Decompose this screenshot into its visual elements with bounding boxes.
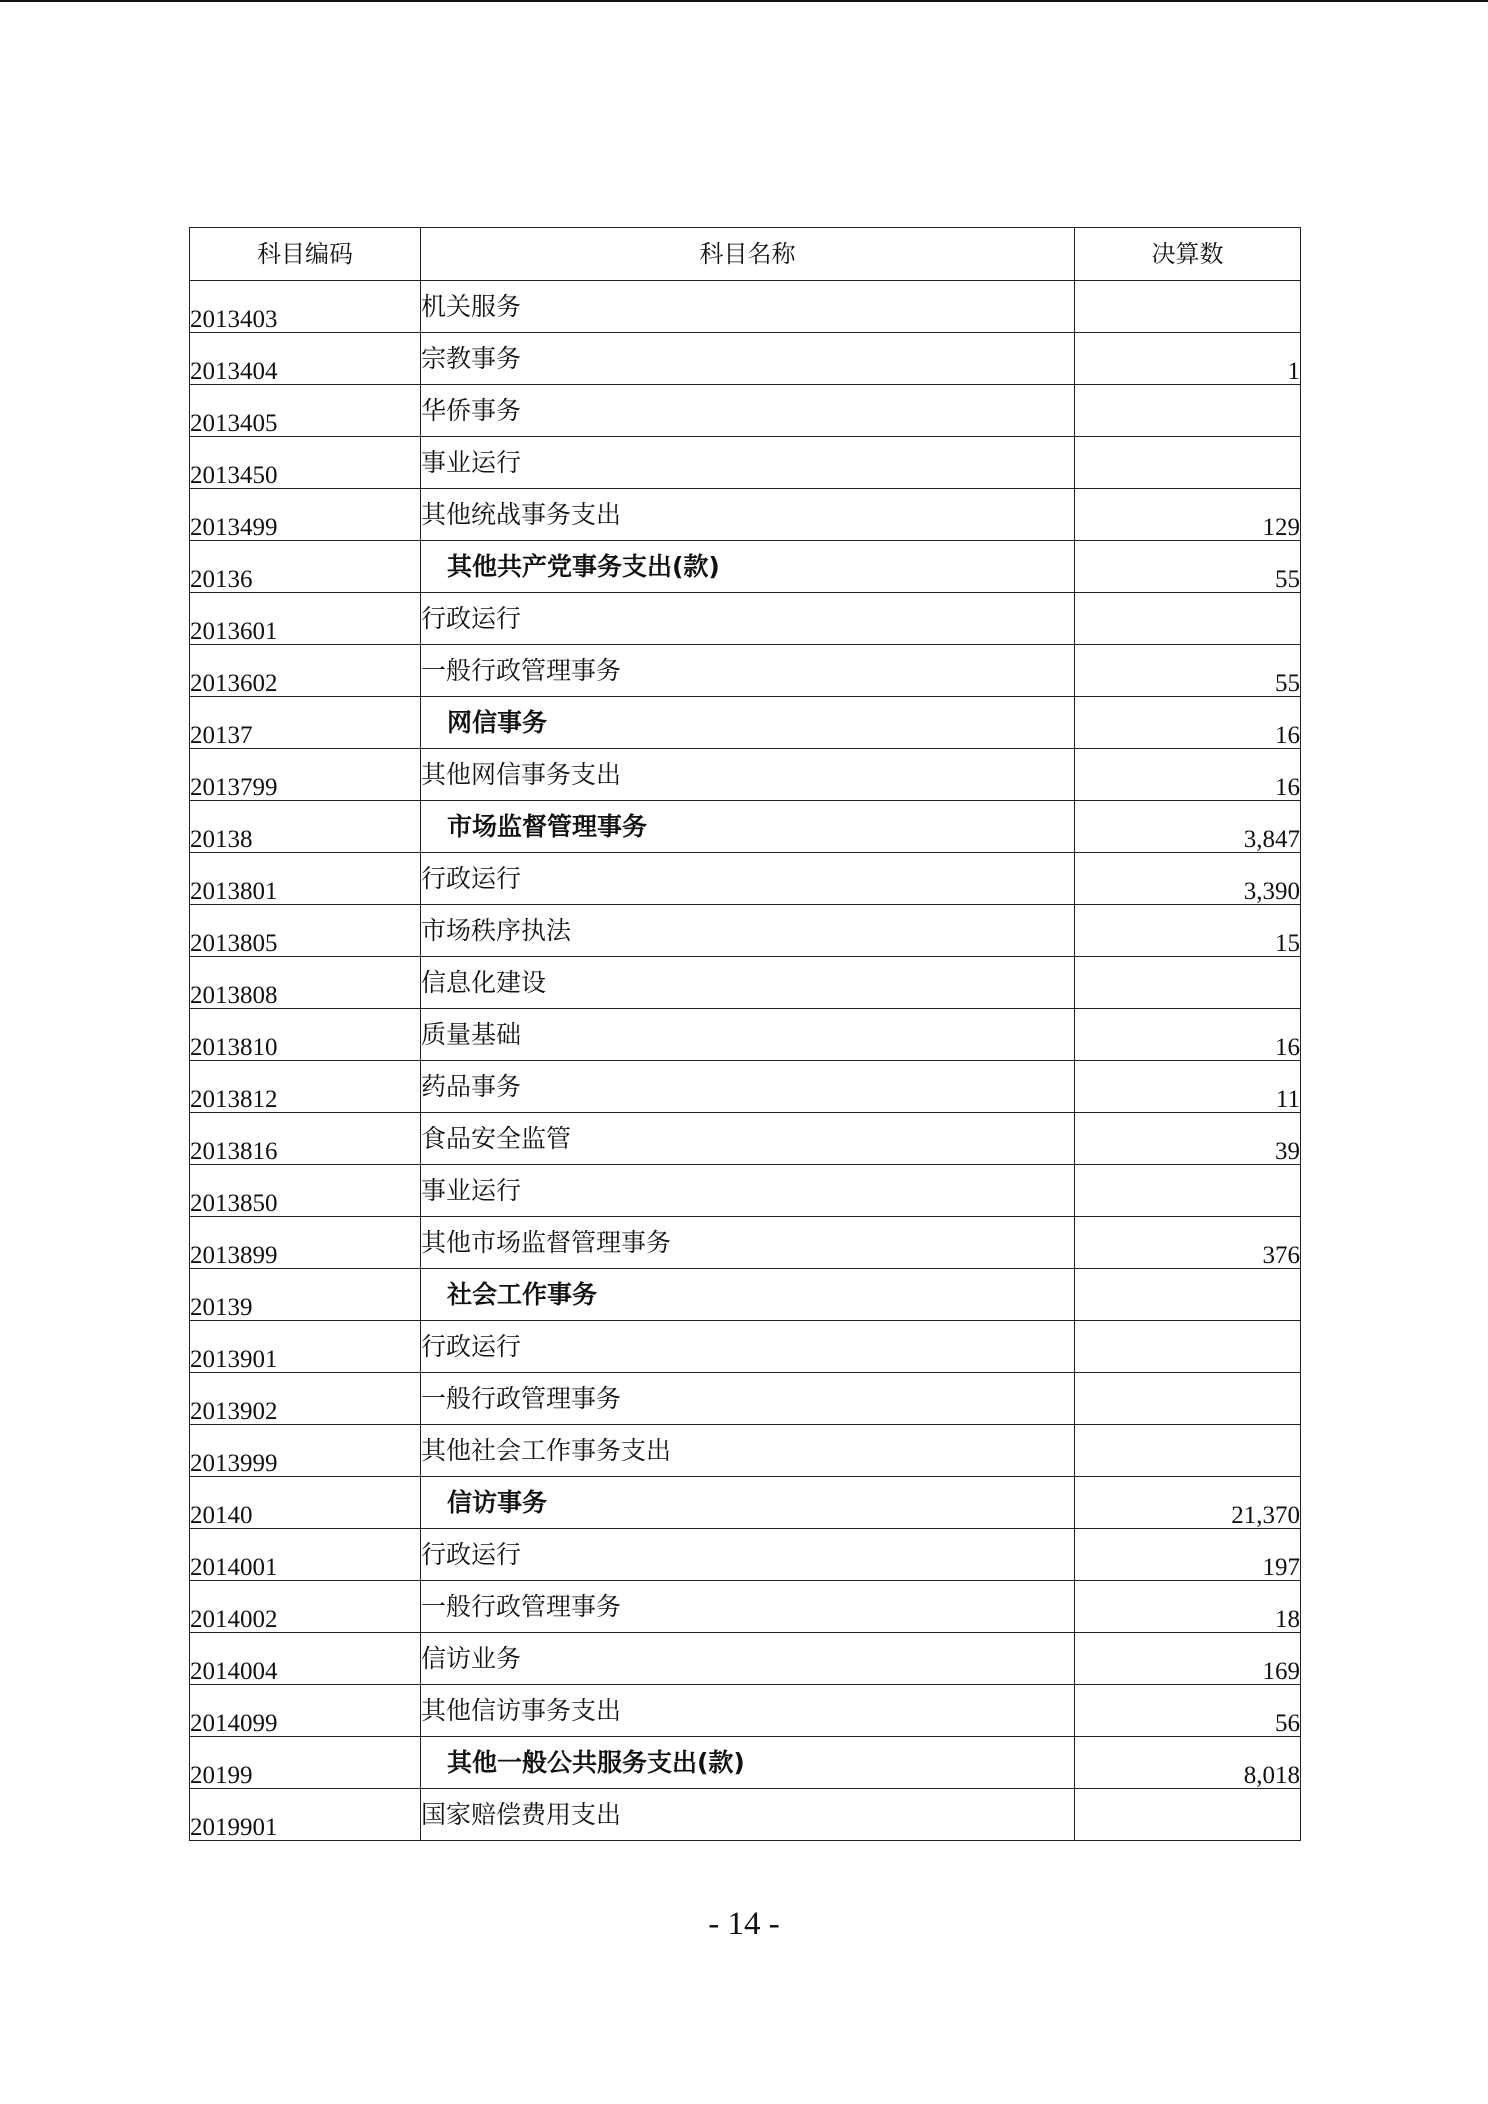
budget-table (189, 227, 1301, 1841)
row-name: 行政运行 (421, 1321, 1075, 1373)
table-row (190, 541, 1301, 593)
row-name: 行政运行 (421, 853, 1075, 905)
table-row (190, 1425, 1301, 1477)
row-name: 行政运行 (421, 593, 1075, 645)
table-row (190, 1061, 1301, 1113)
row-code: 2013899 (190, 1217, 421, 1269)
row-amount: 11 (1075, 1061, 1301, 1113)
table-row (190, 1529, 1301, 1581)
table-row (190, 1113, 1301, 1165)
row-code: 2013601 (190, 593, 421, 645)
row-amount (1075, 281, 1301, 333)
row-code: 2013999 (190, 1425, 421, 1477)
table-row (190, 801, 1301, 853)
row-amount (1075, 1321, 1301, 1373)
row-name: 其他市场监督管理事务 (421, 1217, 1075, 1269)
table-row (190, 957, 1301, 1009)
row-amount (1075, 437, 1301, 489)
header-name: 科目名称 (421, 228, 1075, 281)
row-code: 2013850 (190, 1165, 421, 1217)
row-amount (1075, 1373, 1301, 1425)
table-row (190, 437, 1301, 489)
table-row (190, 749, 1301, 801)
row-name: 华侨事务 (421, 385, 1075, 437)
row-amount: 16 (1075, 749, 1301, 801)
row-name: 事业运行 (421, 1165, 1075, 1217)
row-amount: 18 (1075, 1581, 1301, 1633)
row-amount: 15 (1075, 905, 1301, 957)
row-amount: 39 (1075, 1113, 1301, 1165)
row-code: 2013404 (190, 333, 421, 385)
header-code: 科目编码 (190, 228, 421, 281)
row-code: 20136 (190, 541, 421, 593)
row-code: 2013602 (190, 645, 421, 697)
row-amount: 1 (1075, 333, 1301, 385)
row-code: 2013405 (190, 385, 421, 437)
row-code: 2013808 (190, 957, 421, 1009)
table-header-row (190, 228, 1301, 281)
row-code: 2014099 (190, 1685, 421, 1737)
row-amount: 55 (1075, 541, 1301, 593)
row-name: 一般行政管理事务 (421, 645, 1075, 697)
table-row (190, 1165, 1301, 1217)
row-amount: 55 (1075, 645, 1301, 697)
row-name: 市场秩序执法 (421, 905, 1075, 957)
row-name: 社会工作事务 (421, 1269, 1075, 1321)
row-name: 宗教事务 (421, 333, 1075, 385)
row-name: 市场监督管理事务 (421, 801, 1075, 853)
row-name: 其他网信事务支出 (421, 749, 1075, 801)
table-row (190, 1789, 1301, 1841)
row-amount: 3,847 (1075, 801, 1301, 853)
row-code: 2013810 (190, 1009, 421, 1061)
row-code: 20139 (190, 1269, 421, 1321)
row-name: 其他信访事务支出 (421, 1685, 1075, 1737)
table-row (190, 853, 1301, 905)
header-amount: 决算数 (1075, 228, 1301, 281)
row-name: 质量基础 (421, 1009, 1075, 1061)
row-amount (1075, 1165, 1301, 1217)
row-amount: 197 (1075, 1529, 1301, 1581)
table-row (190, 281, 1301, 333)
row-name: 一般行政管理事务 (421, 1581, 1075, 1633)
table-row (190, 333, 1301, 385)
row-name: 信访业务 (421, 1633, 1075, 1685)
row-amount: 21,370 (1075, 1477, 1301, 1529)
row-name: 网信事务 (421, 697, 1075, 749)
row-amount (1075, 1789, 1301, 1841)
row-amount (1075, 1425, 1301, 1477)
row-code: 2013816 (190, 1113, 421, 1165)
row-amount (1075, 957, 1301, 1009)
row-name: 机关服务 (421, 281, 1075, 333)
row-code: 2013902 (190, 1373, 421, 1425)
row-amount: 8,018 (1075, 1737, 1301, 1789)
row-name: 其他一般公共服务支出(款) (421, 1737, 1075, 1789)
table-row (190, 1321, 1301, 1373)
row-code: 2013805 (190, 905, 421, 957)
row-name: 信访事务 (421, 1477, 1075, 1529)
row-name: 药品事务 (421, 1061, 1075, 1113)
table-row (190, 385, 1301, 437)
top-border-line (0, 0, 1488, 2)
row-amount: 129 (1075, 489, 1301, 541)
table-row (190, 1633, 1301, 1685)
row-amount: 56 (1075, 1685, 1301, 1737)
row-code: 20138 (190, 801, 421, 853)
page-number: - 14 - (708, 1906, 780, 1942)
row-name: 食品安全监管 (421, 1113, 1075, 1165)
row-amount (1075, 1269, 1301, 1321)
table-row (190, 645, 1301, 697)
row-code: 20137 (190, 697, 421, 749)
row-amount (1075, 593, 1301, 645)
row-code: 20199 (190, 1737, 421, 1789)
row-code: 20140 (190, 1477, 421, 1529)
row-amount: 3,390 (1075, 853, 1301, 905)
table-row (190, 1477, 1301, 1529)
row-name: 其他社会工作事务支出 (421, 1425, 1075, 1477)
table-row (190, 1737, 1301, 1789)
row-code: 2013499 (190, 489, 421, 541)
row-code: 2013812 (190, 1061, 421, 1113)
row-name: 其他统战事务支出 (421, 489, 1075, 541)
row-name: 行政运行 (421, 1529, 1075, 1581)
row-code: 2019901 (190, 1789, 421, 1841)
table-row (190, 1373, 1301, 1425)
row-code: 2013801 (190, 853, 421, 905)
row-amount: 16 (1075, 1009, 1301, 1061)
table-row (190, 1685, 1301, 1737)
row-code: 2013403 (190, 281, 421, 333)
table-row (190, 593, 1301, 645)
row-amount: 169 (1075, 1633, 1301, 1685)
table-row (190, 905, 1301, 957)
table-row (190, 697, 1301, 749)
row-name: 事业运行 (421, 437, 1075, 489)
row-code: 2014001 (190, 1529, 421, 1581)
row-amount: 16 (1075, 697, 1301, 749)
table-row (190, 1217, 1301, 1269)
table-row (190, 489, 1301, 541)
row-code: 2013901 (190, 1321, 421, 1373)
row-name: 其他共产党事务支出(款) (421, 541, 1075, 593)
row-name: 一般行政管理事务 (421, 1373, 1075, 1425)
table-row (190, 1269, 1301, 1321)
row-name: 国家赔偿费用支出 (421, 1789, 1075, 1841)
row-code: 2014002 (190, 1581, 421, 1633)
row-amount (1075, 385, 1301, 437)
table-body (190, 281, 1301, 1841)
table-row (190, 1581, 1301, 1633)
row-name: 信息化建设 (421, 957, 1075, 1009)
table-row (190, 1009, 1301, 1061)
row-code: 2014004 (190, 1633, 421, 1685)
row-code: 2013450 (190, 437, 421, 489)
row-amount: 376 (1075, 1217, 1301, 1269)
row-code: 2013799 (190, 749, 421, 801)
